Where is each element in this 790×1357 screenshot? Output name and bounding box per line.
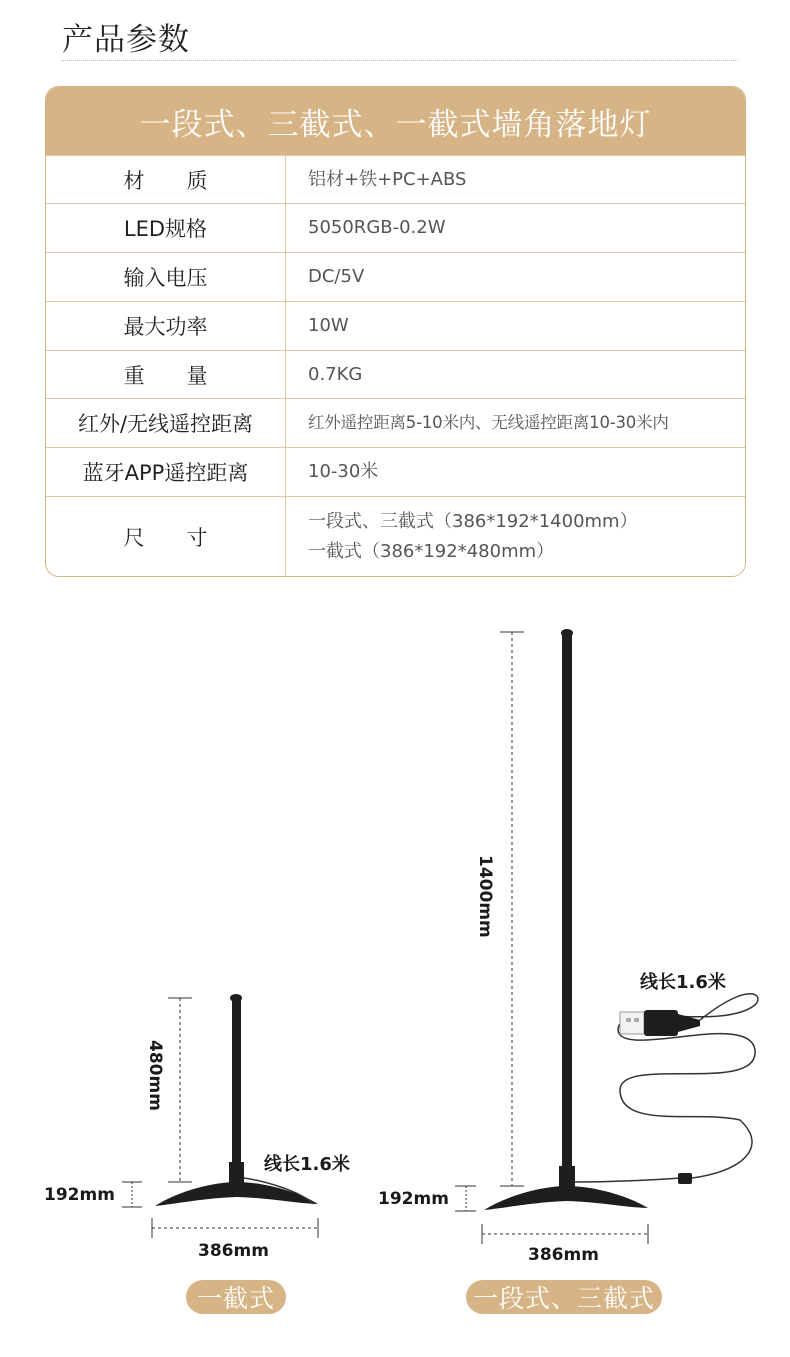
spec-value: 一段式、三截式（386*192*1400mm） 一截式（386*192*480mm） — [308, 510, 638, 562]
spec-value: DC/5V — [308, 266, 365, 287]
large-height-label: 1400mm — [475, 855, 495, 938]
large-width-label: 386mm — [528, 1245, 599, 1265]
spec-label: 红外/无线遥控距离 — [46, 399, 286, 447]
spec-value: 铝材+铁+PC+ABS — [308, 168, 467, 190]
large-lamp — [378, 629, 758, 1265]
spec-value: 0.7KG — [308, 363, 363, 385]
pill-large-lamp: 一段式、三截式 — [466, 1280, 662, 1314]
title-divider — [62, 60, 738, 61]
spec-label: LED规格 — [46, 204, 286, 252]
spec-label: 材 质 — [46, 156, 286, 203]
small-lamp — [44, 994, 350, 1261]
small-lamp-pole — [232, 998, 241, 1164]
spec-label: 蓝牙APP遥控距离 — [46, 448, 286, 496]
spec-row-remote-range — [46, 398, 745, 447]
large-base-height-label: 192mm — [378, 1189, 449, 1209]
spec-row-voltage — [46, 252, 745, 301]
table-header: 一段式、三截式、一截式墙角落地灯 — [46, 87, 745, 155]
spec-value: 红外遥控距离5-10米内、无线遥控距离10-30米内 — [308, 413, 669, 432]
large-lamp-pole — [562, 632, 572, 1170]
section-title: 产品参数 — [62, 22, 190, 58]
spec-table — [45, 86, 746, 577]
spec-row-weight — [46, 350, 745, 398]
spec-value: 5050RGB-0.2W — [308, 217, 446, 238]
usb-plug-icon — [620, 1010, 700, 1036]
spec-row-material — [46, 155, 745, 203]
small-cable-label: 线长1.6米 — [264, 1154, 350, 1175]
large-lamp-base — [484, 1186, 648, 1210]
small-height-label: 480mm — [145, 1040, 165, 1111]
spec-label: 输入电压 — [46, 253, 286, 301]
spec-row-size — [46, 496, 745, 576]
spec-row-power — [46, 301, 745, 350]
large-lamp-cable — [574, 1178, 680, 1182]
spec-value: 10-30米 — [308, 461, 379, 482]
pill-small-lamp: 一截式 — [186, 1280, 286, 1314]
spec-value: 10W — [308, 315, 349, 336]
spec-label: 最大功率 — [46, 302, 286, 350]
large-cable-label: 线长1.6米 — [640, 972, 726, 993]
spec-label: 重 量 — [46, 351, 286, 398]
spec-row-bluetooth-range — [46, 447, 745, 496]
small-width-label: 386mm — [198, 1241, 269, 1261]
lamp-diagram — [0, 600, 790, 1357]
spec-row-led — [46, 203, 745, 252]
small-base-height-label: 192mm — [44, 1185, 115, 1205]
small-lamp-base — [155, 1182, 318, 1206]
spec-label: 尺 寸 — [46, 497, 286, 576]
